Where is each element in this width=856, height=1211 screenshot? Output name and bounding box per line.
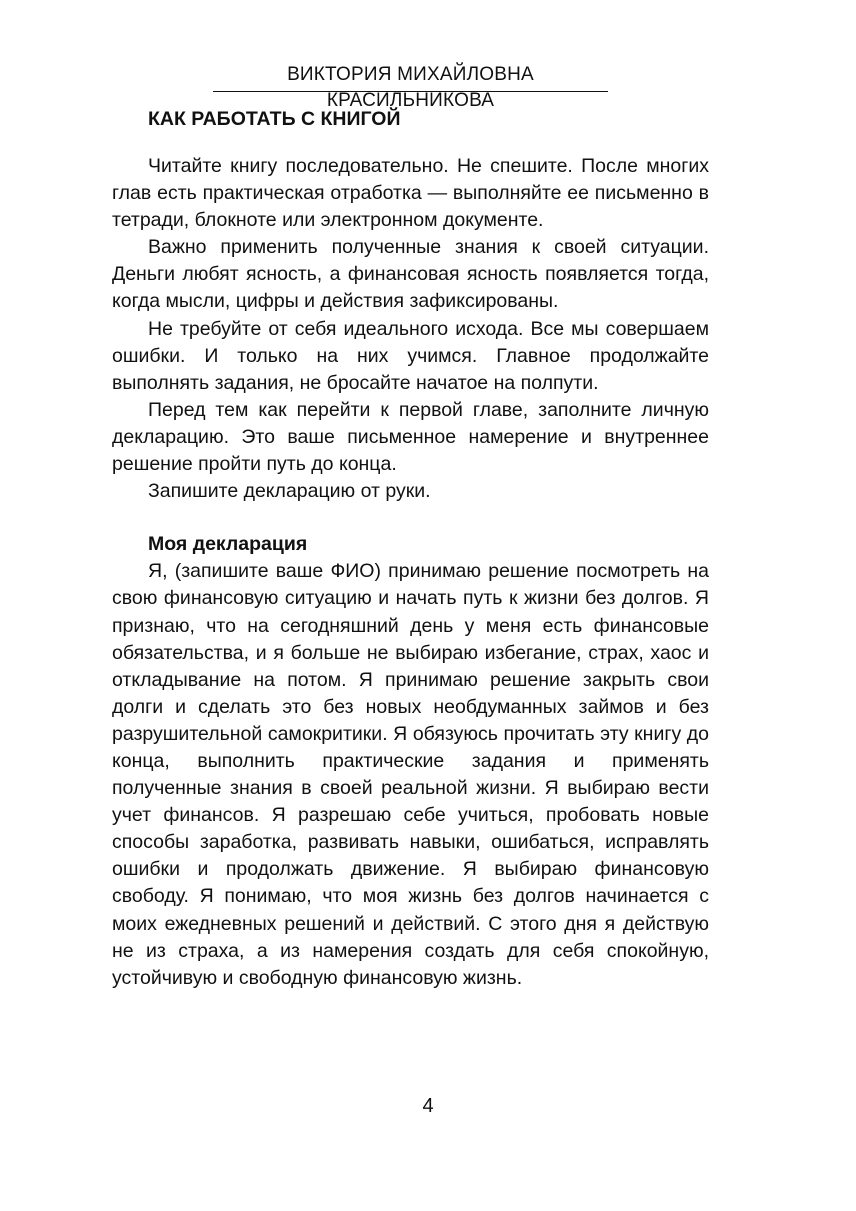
paragraph: Не требуйте от себя идеального исхода. Все мы совершаем ошибки. И только на них учимся. Главное продолжайте выполнять задания, не бросайте начатое на полпути. xyxy=(112,317,709,394)
header-rule xyxy=(213,91,608,92)
running-header-author: ВИКТОРИЯ МИХАЙЛОВНА КРАСИЛЬНИКОВА xyxy=(287,64,534,111)
page-number: 4 xyxy=(422,1095,434,1117)
page-content xyxy=(112,106,709,992)
declaration-text: Я, (запишите ваше ФИО) принимаю решение посмотреть на свою финансовую ситуацию и начать путь к жизни без долгов. Я признаю, что на сегодняшний день у меня есть финансовые обязательства, и я больше не выбираю избегание, страх, хаос и откладывание на потом. Я принимаю решение закрыть свои долги и сделать это без новых необдуманных займов и без разрушительной самокритики. Я обязуюсь прочитать эту книгу до конца, выполнить практические задания и применять полученные знания в своей реальной жизни. Я выбираю вести учет финансов. Я разрешаю себе учиться, пробовать новые способы заработка, развивать навыки, ошибаться, исправлять ошибки и продолжать движение. Я выбираю финансовую свободу. Я понимаю, что моя жизнь без долгов начинается с моих ежедневных решений и действий. С этого дня я действую не из страха, а из намерения создать для себя спокойную, устойчивую и свободную финансовую жизнь. xyxy=(112,560,709,989)
intro-text xyxy=(112,153,709,505)
paragraph: Читайте книгу последовательно. Не спешите. После многих глав есть практическая отработка — выполняйте ее письменно в тетради, блокноте или электронном документе. xyxy=(112,155,709,232)
declaration-heading: Моя декларация xyxy=(148,533,308,556)
section-title: КАК РАБОТАТЬ С КНИГОЙ xyxy=(148,108,401,130)
paragraph: Важно применить полученные знания к своей ситуации. Деньги любят ясность, а финансовая ясность появляется тогда, когда мысли, цифры и действия зафиксированы. xyxy=(112,236,709,313)
paragraph: Перед тем как перейти к первой главе, заполните личную декларацию. Это ваше письменное намерение и внутреннее решение пройти путь до конца. xyxy=(112,398,709,476)
paragraph: Запишите декларацию от руки. xyxy=(148,480,431,503)
